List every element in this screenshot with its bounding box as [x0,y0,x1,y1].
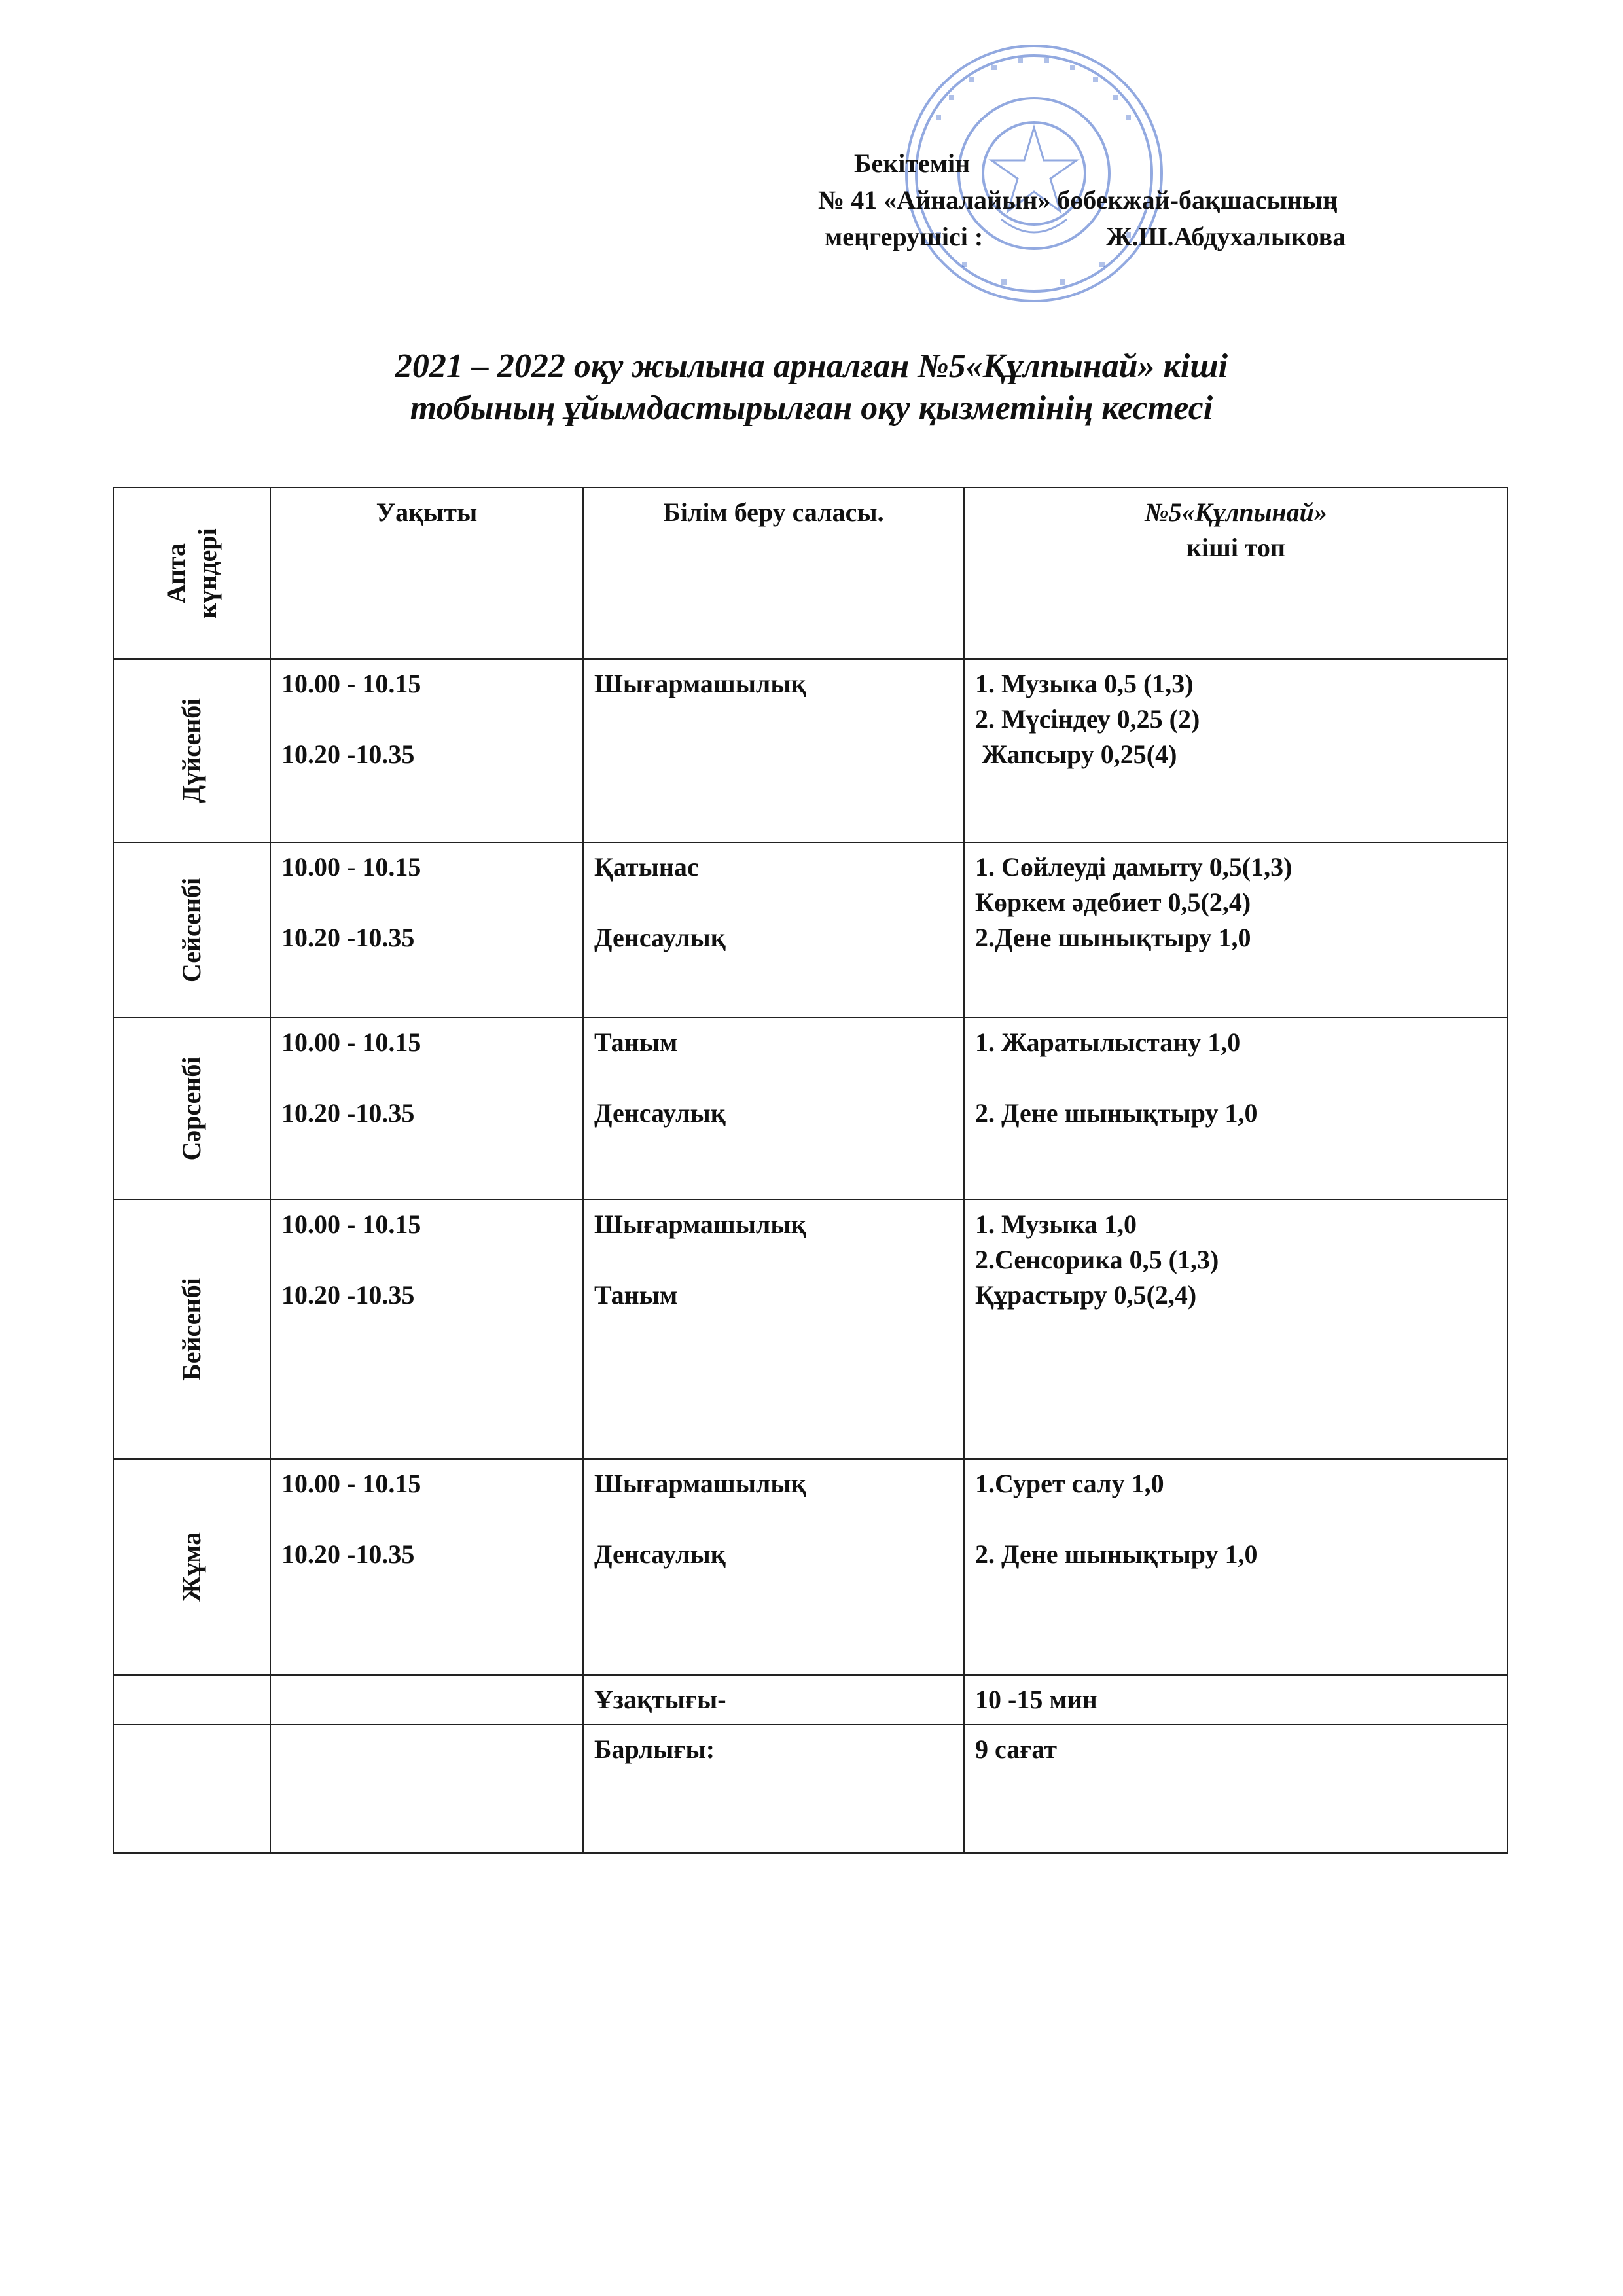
area-cell [583,842,964,1018]
table-header-row [113,488,1508,659]
day-label: Жұма [177,1532,206,1602]
activity-1: 1.Сурет салу 1,0 [975,1469,1164,1498]
time-slot-2: 10.20 -10.35 [281,740,415,769]
title-line-1: 2021 – 2022 оқу жылына арналған №5«Құлпынай» кіші [395,348,1228,385]
header-days-cell [113,488,270,659]
header-group-name: №5«Құлпынай» [1145,497,1327,527]
activity-2: 2. Дене шынықтыру 1,0 [975,1098,1258,1128]
empty-cell [113,1675,270,1725]
day-label: Сейсенбі [177,877,206,983]
time-slot-2: 10.20 -10.35 [281,1539,415,1569]
day-cell [113,1200,270,1459]
day-label: Бейсенбі [177,1278,206,1381]
title-line-2: тобының ұйымдастырылған оқу қызметінің кестесі [410,389,1213,427]
duration-value: 10 -15 мин [964,1675,1508,1725]
empty-cell [113,1725,270,1853]
area-cell [583,1018,964,1200]
header-area: Білім беру саласы. [583,488,964,659]
activity-cell [964,659,1508,842]
time-slot-2: 10.20 -10.35 [281,1280,415,1310]
table-row [113,659,1508,842]
activity-1: 1. Жаратылыстану 1,0 [975,1028,1241,1057]
activity-1: 1. Сөйлеуді дамыту 0,5(1,3) [975,852,1293,882]
approval-heading: Бекітемін [854,149,971,178]
area-cell [583,1200,964,1459]
area-1: Шығармашылық [594,1210,806,1239]
total-value: 9 сағат [964,1725,1508,1853]
day-cell [113,1459,270,1675]
activity-2: Көркем әдебиет 0,5(2,4) [975,888,1251,917]
area-2: Денсаулық [594,1098,726,1128]
time-cell [270,1459,583,1675]
activity-1: 1. Музыка 1,0 [975,1210,1137,1239]
activity-3: Құрастыру 0,5(2,4) [975,1280,1197,1310]
activity-2: 2. Дене шынықтыру 1,0 [975,1539,1258,1569]
day-label: Дүйсенбі [177,698,206,804]
table-row [113,1459,1508,1675]
approval-position: меңгерушісі : [825,222,984,251]
approval-head-name: Ж.Ш.Абдухалыкова [1106,222,1346,251]
empty-cell [270,1675,583,1725]
area-cell [583,659,964,842]
total-row [113,1725,1508,1853]
header-group [964,488,1508,659]
area-1: Таным [594,1028,678,1057]
area-cell [583,1459,964,1675]
day-cell [113,1018,270,1200]
area-1: Қатынас [594,852,699,882]
time-cell [270,1018,583,1200]
area-1: Шығармашылық [594,1469,806,1498]
area-2: Денсаулық [594,1539,726,1569]
time-cell [270,659,583,842]
time-slot-1: 10.00 - 10.15 [281,852,421,882]
area-2: Таным [594,1280,678,1310]
duration-row [113,1675,1508,1725]
header-group-type: кіші топ [1186,533,1286,562]
day-cell [113,659,270,842]
total-label: Барлығы: [583,1725,964,1853]
activity-1: 1. Музыка 0,5 (1,3) [975,669,1194,698]
table-row [113,842,1508,1018]
activity-3: Жапсыру 0,25(4) [982,740,1177,769]
approval-institution: № 41 «Айналайын» бөбекжай-бақшасының [818,185,1338,215]
day-cell [113,842,270,1018]
activity-cell [964,1018,1508,1200]
activity-2: 2.Сенсорика 0,5 (1,3) [975,1245,1219,1274]
table-row [113,1018,1508,1200]
header-days: Апта күндері [161,528,222,619]
time-slot-1: 10.00 - 10.15 [281,1210,421,1239]
activity-2: 2. Мүсіндеу 0,25 (2) [975,704,1200,734]
activity-3: 2.Дене шынықтыру 1,0 [975,923,1251,952]
activity-cell [964,1459,1508,1675]
day-label: Сәрсенбі [177,1056,206,1161]
time-slot-1: 10.00 - 10.15 [281,1028,421,1057]
activity-cell [964,842,1508,1018]
table-row [113,1200,1508,1459]
time-slot-1: 10.00 - 10.15 [281,669,421,698]
time-slot-2: 10.20 -10.35 [281,923,415,952]
time-slot-1: 10.00 - 10.15 [281,1469,421,1498]
duration-label: Ұзақтығы- [583,1675,964,1725]
time-slot-2: 10.20 -10.35 [281,1098,415,1128]
approval-block [818,145,1603,255]
empty-cell [270,1725,583,1853]
approval-signature-line [818,219,1603,255]
time-cell [270,1200,583,1459]
area-2: Денсаулық [594,923,726,952]
header-time: Уақыты [270,488,583,659]
schedule-table [113,487,1508,1854]
area-1: Шығармашылық [594,669,806,698]
activity-cell [964,1200,1508,1459]
document-title [0,346,1623,429]
time-cell [270,842,583,1018]
